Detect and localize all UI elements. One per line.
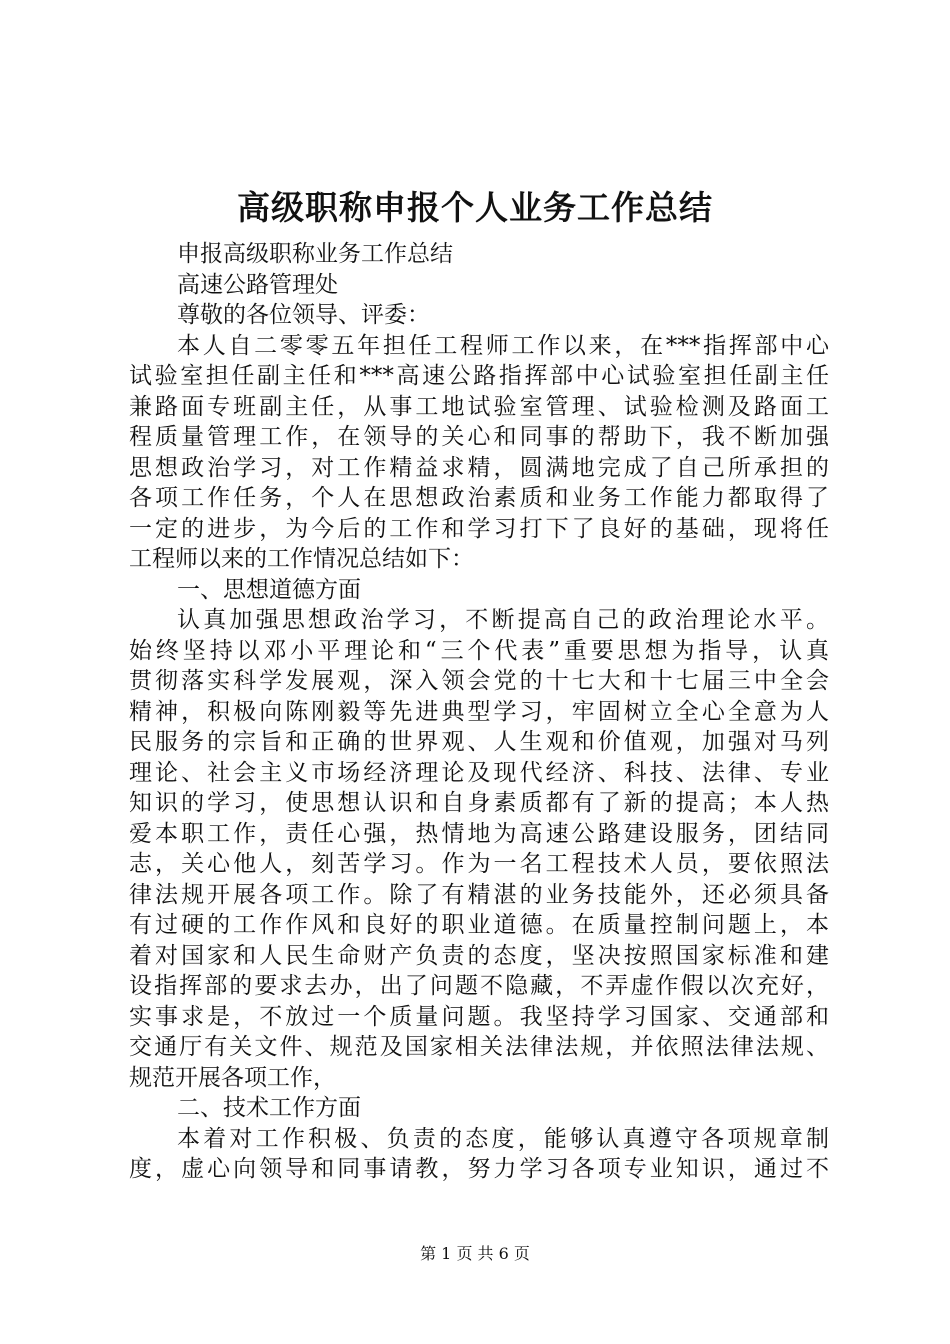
body-line: 贯彻落实科学发展观，深入领会党的十七大和十七届三中全会	[129, 668, 829, 694]
section-heading-ideology: 一、思想道德方面	[177, 576, 361, 603]
body-line: 度，虚心向领导和同事请教，努力学习各项专业知识，通过不	[129, 1156, 829, 1182]
body-line: 精神，积极向陈刚毅等先进典型学习，牢固树立全心全意为人	[129, 698, 829, 725]
body-line: 着对国家和人民生命财产负责的态度，坚决按照国家标准和建	[129, 942, 829, 969]
body-line: 认真加强思想政治学习，不断提高自己的政治理论水平。	[177, 607, 829, 633]
body-line: 工程师以来的工作情况总结如下：	[129, 546, 474, 572]
body-line: 交通厅有关文件、规范及国家相关法律法规，并依照法律法规、	[129, 1034, 829, 1060]
body-line: 思想政治学习，对工作精益求精，圆满地完成了自己所承担的	[129, 454, 829, 481]
body-line: 各项工作任务，个人在思想政治素质和业务工作能力都取得了	[129, 485, 829, 511]
body-line-department: 高速公路管理处	[177, 271, 338, 298]
body-line: 始终坚持以邓小平理论和“三个代表”重要思想为指导，认真	[129, 637, 829, 664]
document-title: 高级职称申报个人业务工作总结	[237, 188, 713, 227]
body-line: 本着对工作积极、负责的态度，能够认真遵守各项规章制	[177, 1125, 829, 1152]
body-line: 一定的进步，为今后的工作和学习打下了良好的基础，现将任	[129, 515, 829, 542]
body-line: 本人自二零零五年担任工程师工作以来，在***指挥部中心	[177, 332, 829, 359]
body-line: 兼路面专班副主任，从事工地试验室管理、试验检测及路面工	[129, 393, 829, 420]
body-line: 知识的学习，使思想认识和自身素质都有了新的提高；本人热	[129, 790, 829, 816]
document-body	[129, 239, 829, 1185]
body-line: 设指挥部的要求去办，出了问题不隐藏，不弄虚作假以次充好，	[129, 973, 829, 999]
page-number-footer: 第 1 页 共 6 页	[420, 1244, 530, 1263]
body-line: 程质量管理工作，在领导的关心和同事的帮助下，我不断加强	[129, 424, 829, 450]
body-line: 律法规开展各项工作。除了有精湛的业务技能外，还必须具备	[129, 881, 829, 908]
section-heading-technical: 二、技术工作方面	[177, 1095, 361, 1121]
body-line: 民服务的宗旨和正确的世界观、人生观和价值观，加强对马列	[129, 729, 829, 755]
body-line: 爱本职工作，责任心强，热情地为高速公路建设服务，团结同	[129, 820, 829, 847]
body-line-salutation: 尊敬的各位领导、评委：	[177, 302, 430, 328]
body-line: 理论、社会主义市场经济理论及现代经济、科技、法律、专业	[129, 759, 829, 786]
body-line: 试验室担任副主任和***高速公路指挥部中心试验室担任副主任	[129, 363, 829, 389]
body-line: 有过硬的工作作风和良好的职业道德。在质量控制问题上，本	[129, 912, 829, 938]
body-line: 规范开展各项工作，	[129, 1064, 336, 1091]
body-line: 实事求是，不放过一个质量问题。我坚持学习国家、交通部和	[129, 1003, 829, 1030]
body-line: 志，关心他人，刻苦学习。作为一名工程技术人员，要依照法	[129, 851, 829, 877]
body-line-subtitle: 申报高级职称业务工作总结	[177, 241, 453, 267]
